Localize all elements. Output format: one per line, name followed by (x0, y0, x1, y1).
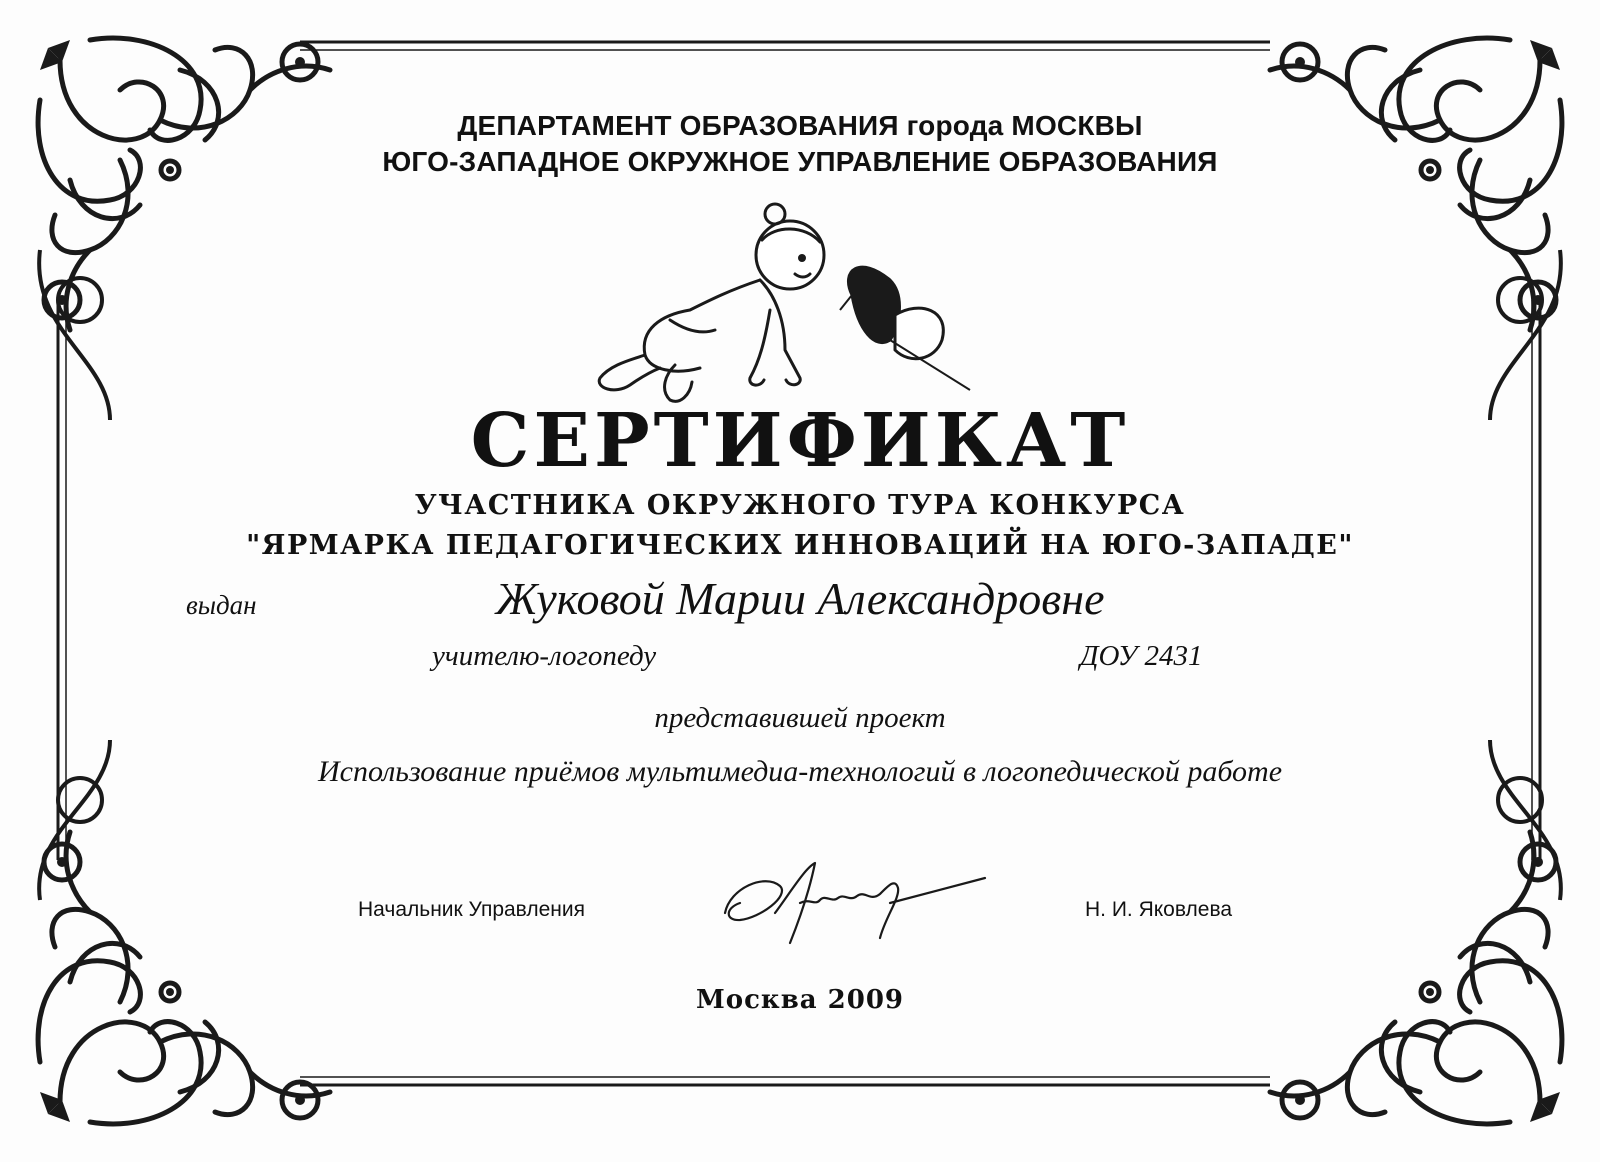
header-city: МОСКВЫ (1011, 110, 1143, 141)
header-city-prefix: города (906, 110, 1004, 141)
handwritten-signature (720, 858, 990, 958)
header-department: ДЕПАРТАМЕНТ ОБРАЗОВАНИЯ (457, 110, 899, 141)
certificate-title: СЕРТИФИКАТ (470, 398, 1130, 484)
signatory-position: Начальник Управления (358, 898, 585, 921)
project-name: Использование приёмов мультимедиа-технологий в логопедической работе (317, 755, 1283, 788)
header-line-1 (0, 110, 1600, 142)
recipient-institution: ДОУ 2431 (1080, 640, 1203, 672)
signatory-name: Н. И. Яковлева (1085, 898, 1233, 921)
header-line-2: ЮГО-ЗАПАДНОЕ ОКРУЖНОЕ УПРАВЛЕНИЕ ОБРАЗОВАНИЯ (382, 146, 1218, 177)
subtitle-line-1: УЧАСТНИКА ОКРУЖНОГО ТУРА КОНКУРСА (414, 490, 1186, 521)
project-label: представившей проект (654, 702, 946, 734)
place-year: Москва 2009 (695, 985, 905, 1015)
recipient-position: учителю-логопеду (432, 640, 657, 672)
child-butterfly-illustration (590, 200, 990, 410)
subtitle-line-2: "ЯРМАРКА ПЕДАГОГИЧЕСКИХ ИННОВАЦИЙ НА ЮГО-ЗАПАДЕ" (246, 530, 1354, 561)
recipient-name: Жуковой Марии Александровне (495, 573, 1105, 624)
issued-label: выдан (186, 590, 257, 620)
